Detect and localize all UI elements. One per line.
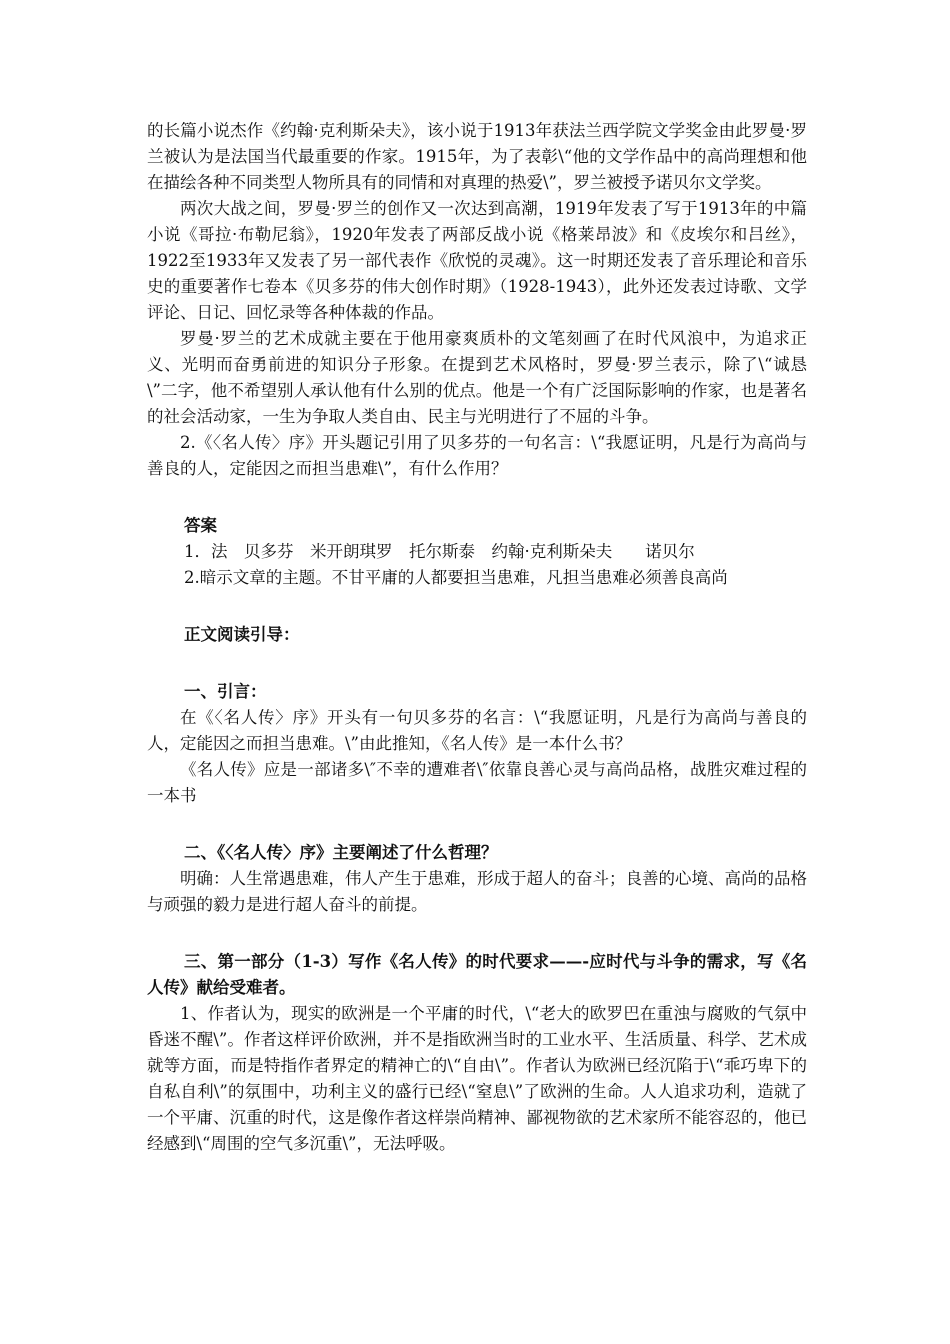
spacer — [147, 809, 807, 840]
section-2-heading: 二、《〈名人传〉序》主要阐述了什么哲理？ — [184, 843, 498, 862]
intro-paragraph-1: 的长篇小说杰作《约翰·克利斯朵夫》，该小说于1913年获法兰西学院文学奖金由此罗曼·罗兰被认为是法国当代最重要的作家。1915年，为了表彰\“他的文学作品中的高尚理想和他在描绘各种不同类型人物所具有的同情和对真理的热爱\”，罗兰被授予诺贝尔文学奖。 — [147, 121, 807, 192]
document-page — [147, 118, 807, 1157]
intro-paragraph-2: 两次大战之间，罗曼·罗兰的创作又一次达到高潮，1919年发表了写于1913年的中篇小说《哥拉·布勒尼翁》，1920年发表了两部反战小说《格莱昂波》和《皮埃尔和吕丝》，1922至1933年又发表了另一部代表作《欣悦的灵魂》。这一时期还发表了音乐理论和音乐史的重要著作七卷本《贝多芬的伟大创作时期》（1928-1943），此外还发表过诗歌、文学评论、日记、回忆录等各种体裁的作品。 — [147, 199, 807, 322]
answers-heading: 答案 — [184, 516, 217, 535]
answer-1: 1．法 贝多芬 米开朗琪罗 托尔斯泰 约翰·克利斯朵夫 诺贝尔 — [184, 542, 695, 561]
spacer — [147, 648, 807, 679]
spacer — [147, 591, 807, 622]
section-3-heading: 三、第一部分（1-3）写作《名人传》的时代要求——-应时代与斗争的需求，写《名人传》献给受难者。 — [147, 952, 807, 997]
section-1-paragraph-2: 《名人传》应是一部诸多\″不幸的遭难者\″依靠良善心灵与高尚品格，战胜灾难过程的一本书 — [147, 760, 807, 805]
reading-guide-heading: 正文阅读引导： — [184, 625, 300, 644]
spacer — [147, 918, 807, 949]
question-2: 2.《〈名人传〉序》开头题记引用了贝多芬的一句名言：\“我愿证明，凡是行为高尚与善良的人，定能因之而担当患难\”，有什么作用？ — [147, 433, 807, 478]
spacer — [147, 482, 807, 513]
answer-2: 2.暗示文章的主题。不甘平庸的人都要担当患难，凡担当患难必须善良高尚 — [184, 568, 728, 587]
section-1-heading: 一、引言： — [184, 682, 267, 701]
intro-paragraph-3: 罗曼·罗兰的艺术成就主要在于他用豪爽质朴的文笔刻画了在时代风浪中，为追求正义、光明而奋勇前进的知识分子形象。在提到艺术风格时，罗曼·罗兰表示，除了\“诚恳\”二字，他不希望别人承认他有什么别的优点。他是一个有广泛国际影响的作家，也是著名的社会活动家，一生为争取人类自由、民主与光明进行了不屈的斗争。 — [147, 329, 807, 426]
section-1-paragraph-1: 在《〈名人传〉序》开头有一句贝多芬的名言：\“我愿证明，凡是行为高尚与善良的人，定能因之而担当患难。\”由此推知，《名人传》是一本什么书？ — [147, 708, 807, 753]
section-2-paragraph-1: 明确：人生常遇患难，伟人产生于患难，形成于超人的奋斗；良善的心境、高尚的品格与顽强的毅力是进行超人奋斗的前提。 — [147, 869, 807, 914]
section-3-paragraph-1: 1、作者认为，现实的欧洲是一个平庸的时代，\“老大的欧罗巴在重浊与腐败的气氛中昏迷不醒\”。作者这样评价欧洲，并不是指欧洲当时的工业水平、生活质量、科学、艺术成就等方面，而是特指作者界定的精神亡的\“自由\”。作者认为欧洲已经沉陷于\“乖巧卑下的自私自利\”的氛围中，功利主义的盛行已经\“窒息\”了欧洲的生命。人人追求功利，造就了一个平庸、沉重的时代，这是像作者这样崇尚精神、鄙视物欲的艺术家所不能容忍的，他已经感到\“周围的空气多沉重\”，无法呼吸。 — [147, 1004, 807, 1153]
